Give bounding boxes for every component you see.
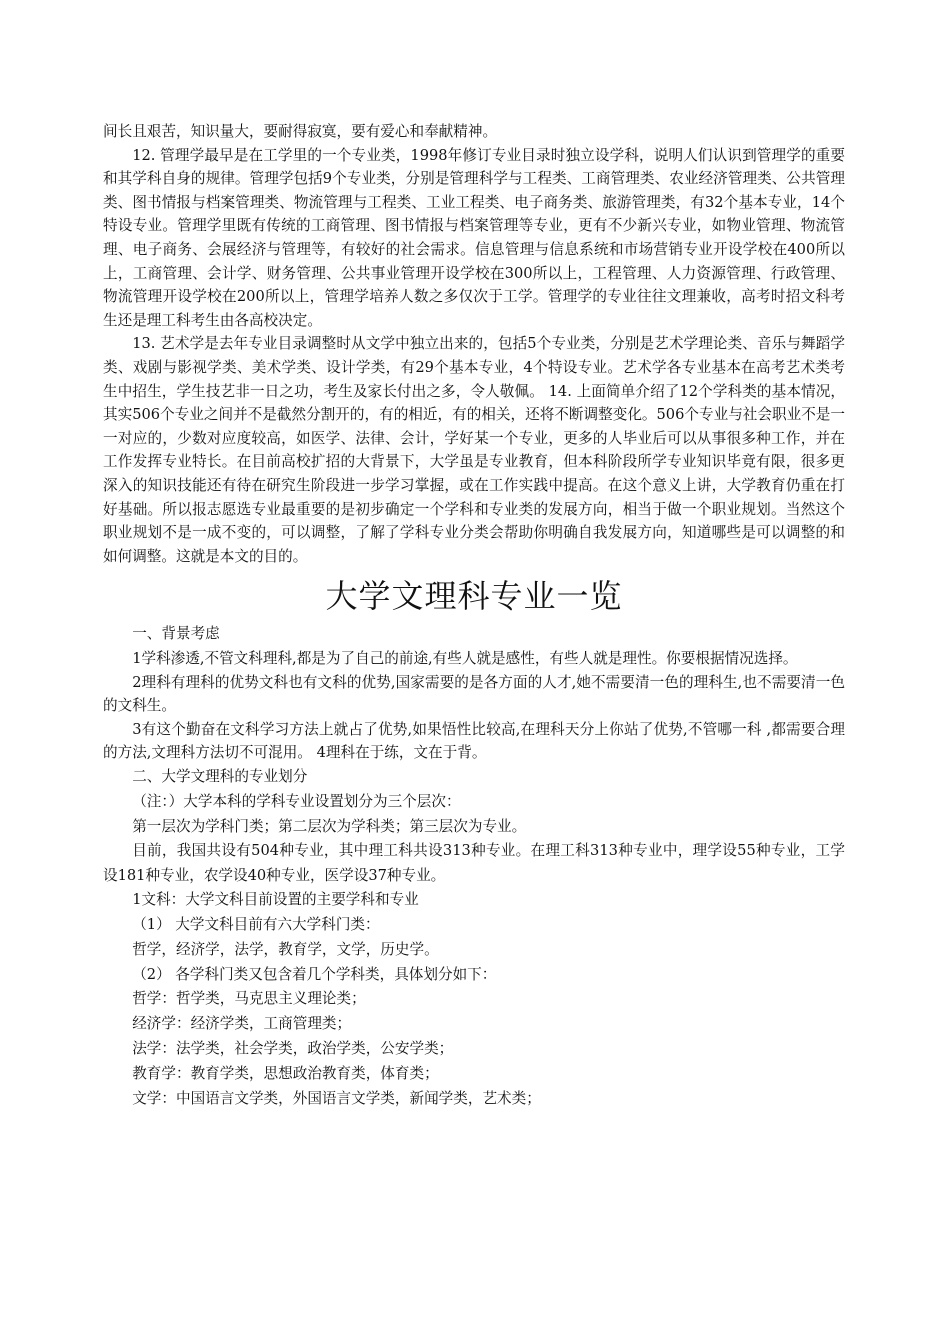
levels-line: 第一层次为学科门类；第二层次为学科类；第三层次为专业。 bbox=[132, 817, 527, 835]
discipline-list: 哲学，经济学，法学，教育学，文学，历史学。 bbox=[132, 940, 439, 958]
paragraph-continuation: 间长且艰苦，知识量大，要耐得寂寞，要有爱心和奉献精神。 bbox=[103, 123, 498, 140]
background-item: 3有这个勤奋在文科学习方法上就占了优势,如果悟性比较高,在理科天分上你站了优势,不管哪一科 ,都需要合理的方法,文理科方法切不可混用。 4理科在于练，文在于背。 bbox=[103, 720, 845, 762]
paragraph-management: 12. 管理学最早是在工学里的一个专业类，1998年修订专业目录时独立设学科，说明人们认识到管理学的重要和其学科自身的规律。管理学包括9个专业类，分别是管理科学与工程类、工商管理类、农业经济管理类、公共管理类、图书情报与档案管理类、物流管理与工程类、工业工程类、电子商务类、旅游管理类，有32个基本专业，14个特设专业。管理学里既有传统的工商管理、图书情报与档案管理等专业，更有不少新兴专业，如物业管理、物流管理、电子商务、会展经济与管理等，有较好的社会需求。信息管理与信息系统和市场营销专业开设学校在400所以上，工商管理、会计学、财务管理、公共事业管理开设学校在300所以上，工程管理、人力资源管理、行政管理、物流管理开设学校在200所以上，管理学培养人数之多仅次于工学。管理学的专业往往文理兼收，高考时招文科考生还是理工科考生由各高校决定。 bbox=[103, 146, 845, 329]
section-heading: 一、背景考虑 bbox=[132, 625, 220, 643]
note-line: （注：）大学本科的学科专业设置划分为三个层次： bbox=[132, 792, 461, 810]
subsection-line: （1） 大学文科目前有六大学科门类： bbox=[132, 916, 380, 934]
document-page bbox=[103, 120, 845, 1111]
division-line: 经济学：经济学类，工商管理类； bbox=[132, 1015, 352, 1033]
division-line: 教育学：教育学类，思想政治教育类，体育类； bbox=[132, 1064, 439, 1082]
liberal-arts-heading: 1文科：大学文科目前设置的主要学科和专业 bbox=[132, 891, 419, 909]
paragraph-art: 13. 艺术学是去年专业目录调整时从文学中独立出来的，包括5个专业类，分别是艺术学理论类、音乐与舞蹈学类、戏剧与影视学类、美术学类、设计学类，有29个基本专业，4个特设专业。艺术学各专业基本在高考艺术类考生中招生，学生技艺非一日之功，考生及家长付出之多，令人敬佩。 14. 上面简单介绍了12个学科类的基本情况，其实506个专业之间并不是截然分割开的，有的相近，有的相关，还将不断调整变化。506个专业与社会职业不是一一对应的，少数对应度较高，如医学、法律、会计，学好某一个专业，更多的人毕业后可以从事很多种工作，并在工作发挥专业特长。在目前高校扩招的大背景下，大学虽是专业教育，但本科阶段所学专业知识毕竟有限，很多更深入的知识技能还有待在研究生阶段进一步学习掌握，或在工作实践中提高。在这个意义上讲，大学教育仍重在打好基础。所以报志愿选专业最重要的是初步确定一个学科和专业类的发展方向，相当于做一个职业规划。当然这个职业规划不是一成不变的，可以调整，了解了学科专业分类会帮助你明确自我发展方向，知道哪些是可以调整的和如何调整。这就是本文的目的。 bbox=[103, 335, 845, 565]
stats-paragraph: 目前，我国共设有504种专业，其中理工科共设313种专业。在理工科313种专业中，理学设55种专业，工学设181种专业，农学设40种专业，医学设37种专业。 bbox=[103, 842, 845, 884]
top-text-block bbox=[103, 120, 845, 568]
background-item: 1学科渗透,不管文科理科,都是为了自己的前途,有些人就是感性，有些人就是理性。你要根据情况选择。 bbox=[132, 650, 798, 668]
section-division bbox=[103, 765, 845, 1111]
division-line: 哲学：哲学类，马克思主义理论类； bbox=[132, 990, 366, 1008]
subsection-line: （2） 各学科门类又包含着几个学科类，具体划分如下： bbox=[132, 965, 497, 983]
division-line: 文学：中国语言文学类，外国语言文学类，新闻学类，艺术类； bbox=[132, 1089, 541, 1107]
division-line: 法学：法学类，社会学类，政治学类，公安学类； bbox=[132, 1040, 454, 1058]
background-item: 2理科有理科的优势文科也有文科的优势,国家需要的是各方面的人才,她不需要清一色的理科生,也不需要清一色的文科生。 bbox=[103, 673, 845, 715]
document-title: 大学文理科专业一览 bbox=[325, 577, 623, 616]
section-background bbox=[103, 622, 845, 765]
section-heading: 二、大学文理科的专业划分 bbox=[132, 768, 308, 786]
